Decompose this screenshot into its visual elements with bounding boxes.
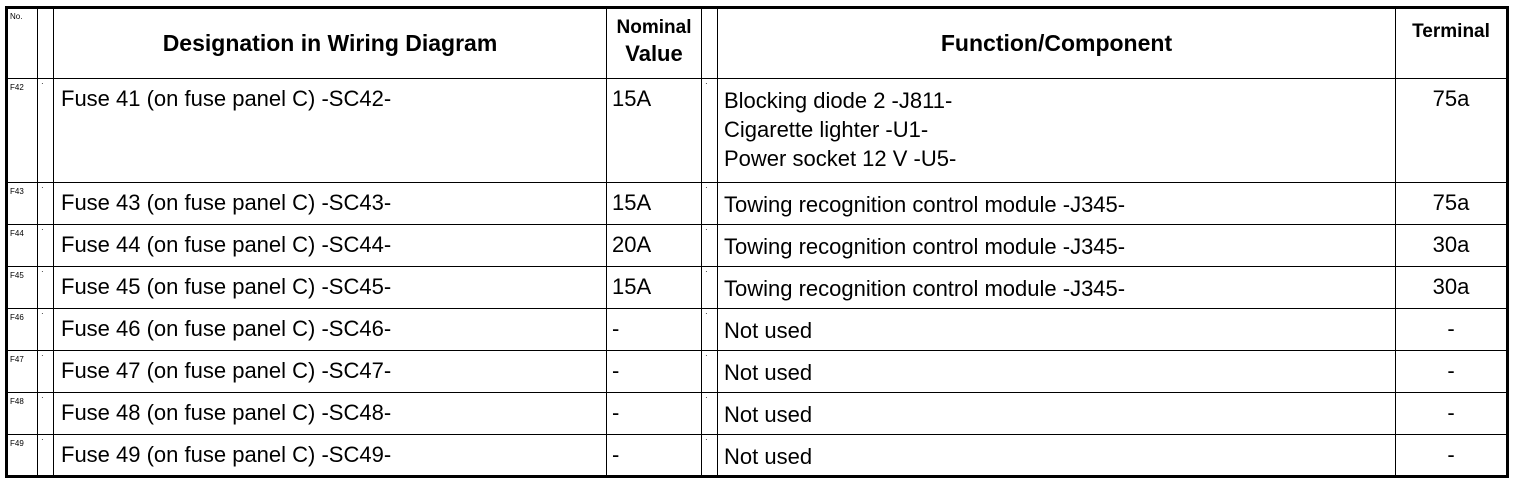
function-cell bbox=[718, 267, 1396, 309]
function-mark: · bbox=[702, 351, 718, 393]
nominal-value-cell: - bbox=[607, 393, 702, 435]
table-row bbox=[7, 393, 1508, 435]
row-number: F44 bbox=[7, 225, 38, 267]
function-cell bbox=[718, 351, 1396, 393]
nominal-value-cell: 20A bbox=[607, 225, 702, 267]
table-row bbox=[7, 225, 1508, 267]
function-line: Cigarette lighter -U1- bbox=[724, 117, 929, 142]
terminal-cell: 30a bbox=[1396, 225, 1508, 267]
function-mark: · bbox=[702, 267, 718, 309]
nominal-value-cell: - bbox=[607, 351, 702, 393]
function-cell bbox=[718, 79, 1396, 183]
header-row bbox=[7, 8, 1508, 79]
row-number: F49 bbox=[7, 435, 38, 477]
header-spacer bbox=[38, 8, 54, 79]
row-number: F47 bbox=[7, 351, 38, 393]
nominal-value-cell: 15A bbox=[607, 267, 702, 309]
function-cell bbox=[718, 435, 1396, 477]
header-nominal-line2: Value bbox=[625, 41, 683, 66]
table-row bbox=[7, 267, 1508, 309]
row-mark: · bbox=[38, 183, 54, 225]
designation-cell: Fuse 41 (on fuse panel C) -SC42- bbox=[54, 79, 607, 183]
terminal-cell: - bbox=[1396, 309, 1508, 351]
designation-cell: Fuse 46 (on fuse panel C) -SC46- bbox=[54, 309, 607, 351]
designation-cell: Fuse 48 (on fuse panel C) -SC48- bbox=[54, 393, 607, 435]
nominal-value-cell: 15A bbox=[607, 79, 702, 183]
row-mark: · bbox=[38, 309, 54, 351]
fuse-table bbox=[5, 6, 1509, 478]
row-number: F46 bbox=[7, 309, 38, 351]
function-cell bbox=[718, 183, 1396, 225]
row-mark: · bbox=[38, 351, 54, 393]
terminal-cell: 30a bbox=[1396, 267, 1508, 309]
function-cell bbox=[718, 393, 1396, 435]
function-line: Blocking diode 2 -J811- bbox=[724, 88, 953, 113]
table-row bbox=[7, 435, 1508, 477]
table-row bbox=[7, 309, 1508, 351]
header-nominal-line1: Nominal bbox=[616, 17, 692, 38]
row-mark: · bbox=[38, 393, 54, 435]
terminal-cell: 75a bbox=[1396, 183, 1508, 225]
terminal-cell: - bbox=[1396, 393, 1508, 435]
nominal-value-cell: 15A bbox=[607, 183, 702, 225]
row-mark: · bbox=[38, 79, 54, 183]
nominal-value-cell: - bbox=[607, 435, 702, 477]
nominal-value-cell: - bbox=[607, 309, 702, 351]
terminal-cell: - bbox=[1396, 435, 1508, 477]
function-line: Power socket 12 V -U5- bbox=[724, 146, 957, 171]
designation-cell: Fuse 44 (on fuse panel C) -SC44- bbox=[54, 225, 607, 267]
function-line: Not used bbox=[724, 402, 813, 427]
table-row bbox=[7, 183, 1508, 225]
header-no: No. bbox=[7, 8, 38, 79]
terminal-cell: - bbox=[1396, 351, 1508, 393]
function-line: Not used bbox=[724, 318, 813, 343]
row-number: F45 bbox=[7, 267, 38, 309]
function-line: Towing recognition control module -J345- bbox=[724, 276, 1126, 301]
function-line: Towing recognition control module -J345- bbox=[724, 192, 1126, 217]
row-mark: · bbox=[38, 435, 54, 477]
function-mark: · bbox=[702, 79, 718, 183]
row-mark: · bbox=[38, 225, 54, 267]
function-mark: · bbox=[702, 393, 718, 435]
designation-cell: Fuse 49 (on fuse panel C) -SC49- bbox=[54, 435, 607, 477]
row-mark: · bbox=[38, 267, 54, 309]
row-number: F43 bbox=[7, 183, 38, 225]
header-designation: Designation in Wiring Diagram bbox=[54, 8, 607, 79]
function-mark: · bbox=[702, 225, 718, 267]
designation-cell: Fuse 43 (on fuse panel C) -SC43- bbox=[54, 183, 607, 225]
row-number: F48 bbox=[7, 393, 38, 435]
header-spacer-2 bbox=[702, 8, 718, 79]
designation-cell: Fuse 45 (on fuse panel C) -SC45- bbox=[54, 267, 607, 309]
function-line: Not used bbox=[724, 360, 813, 385]
function-line: Towing recognition control module -J345- bbox=[724, 234, 1126, 259]
table-row bbox=[7, 351, 1508, 393]
header-nominal-value bbox=[607, 8, 702, 79]
function-mark: · bbox=[702, 183, 718, 225]
row-number: F42 bbox=[7, 79, 38, 183]
function-line: Not used bbox=[724, 444, 813, 469]
terminal-cell: 75a bbox=[1396, 79, 1508, 183]
header-function: Function/Component bbox=[718, 8, 1396, 79]
function-cell bbox=[718, 309, 1396, 351]
header-terminal: Terminal bbox=[1396, 8, 1508, 79]
function-mark: · bbox=[702, 309, 718, 351]
function-cell bbox=[718, 225, 1396, 267]
table-row bbox=[7, 79, 1508, 183]
designation-cell: Fuse 47 (on fuse panel C) -SC47- bbox=[54, 351, 607, 393]
function-mark: · bbox=[702, 435, 718, 477]
